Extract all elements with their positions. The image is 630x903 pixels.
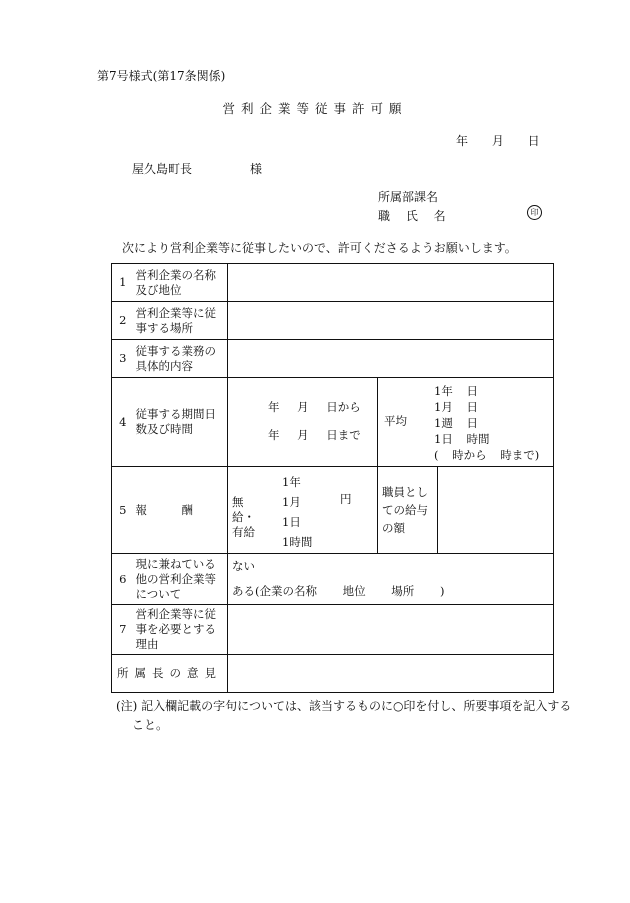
period-to: 年 月 日まで: [268, 428, 361, 442]
average-line: ( 時から 時まで): [434, 448, 540, 462]
pay-period-line: 1月: [282, 495, 301, 509]
row-label: 営利企業等に従事する場所: [134, 302, 228, 340]
row-other-companies: [112, 554, 554, 605]
row-compensation: [112, 467, 554, 554]
row-number: 5: [112, 467, 134, 554]
row-label: 現に兼ねている他の営利企業等について: [134, 554, 228, 605]
dept-label: 所属部課名: [378, 190, 439, 204]
average-line: 1週 日: [434, 416, 478, 430]
average-line: 1月 日: [434, 400, 478, 414]
row-label: 従事する業務の具体的内容: [134, 340, 228, 378]
addressee: 屋久島町長: [132, 162, 193, 176]
pay-period-line: 1年: [282, 475, 301, 489]
row-number: 6: [112, 554, 134, 605]
input-company-name[interactable]: [228, 264, 554, 302]
input-reason[interactable]: [228, 605, 554, 655]
average-line: 1日 時間: [434, 432, 490, 446]
average-line: 1年 日: [434, 384, 478, 398]
compensation-cell[interactable]: [228, 467, 378, 554]
footnote-line: (注) 記入欄記載の字句については、該当するものに○印を付し、所要事項を記入する: [116, 699, 572, 713]
row-number: 1: [112, 264, 134, 302]
salary-label: 職員としての給与の額: [378, 467, 438, 554]
row-number: 7: [112, 605, 134, 655]
row-company-name: [112, 264, 554, 302]
other-companies-cell[interactable]: [228, 554, 554, 605]
footnote-line: こと。: [132, 718, 169, 732]
name-label: 職 氏 名: [378, 209, 452, 223]
period-dates-cell[interactable]: [228, 378, 378, 467]
input-supervisor-opinion[interactable]: [228, 655, 554, 693]
input-salary[interactable]: [438, 467, 554, 554]
row-supervisor-opinion: [112, 655, 554, 693]
row-label: 営利企業等に従事を必要とする理由: [134, 605, 228, 655]
form-reference: 第7号様式(第17条関係): [97, 69, 226, 83]
honorific: 様: [250, 162, 263, 176]
footnote: [116, 697, 571, 735]
row-label: 営利企業の名称及び地位: [134, 264, 228, 302]
period-from: 年 月 日から: [268, 400, 361, 414]
row-work-place: [112, 302, 554, 340]
intro-text: 次により営利企業等に従事したいので、許可くださるようお願いします。: [122, 241, 517, 255]
row-period: [112, 378, 554, 467]
row-work-content: [112, 340, 554, 378]
input-work-content[interactable]: [228, 340, 554, 378]
row-label: 所属長の意見: [112, 655, 228, 693]
row-number: 4: [112, 378, 134, 467]
average-lines: [434, 383, 539, 463]
seal-icon: 印: [527, 205, 542, 220]
row-label: 従事する期間日数及び時間: [134, 378, 228, 467]
pay-period-line: 1時間: [282, 535, 313, 549]
average-label: 平均: [384, 414, 407, 428]
date-line: 年 月 日: [456, 134, 540, 148]
application-form-table: [111, 263, 554, 693]
row-reason: [112, 605, 554, 655]
row-label: 報 酬: [134, 467, 228, 554]
yen-unit: 円: [340, 492, 352, 506]
period-average-cell[interactable]: [378, 378, 554, 467]
input-work-place[interactable]: [228, 302, 554, 340]
option-none: ない: [232, 559, 255, 573]
pay-type: 無給・有給: [232, 495, 255, 539]
row-number: 3: [112, 340, 134, 378]
option-exists: ある(企業の名称 地位 場所 ): [232, 584, 445, 598]
row-number: 2: [112, 302, 134, 340]
page-title: 営利企業等従事許可願: [222, 101, 408, 116]
pay-period-line: 1日: [282, 515, 301, 529]
pay-period-lines: [282, 472, 312, 552]
